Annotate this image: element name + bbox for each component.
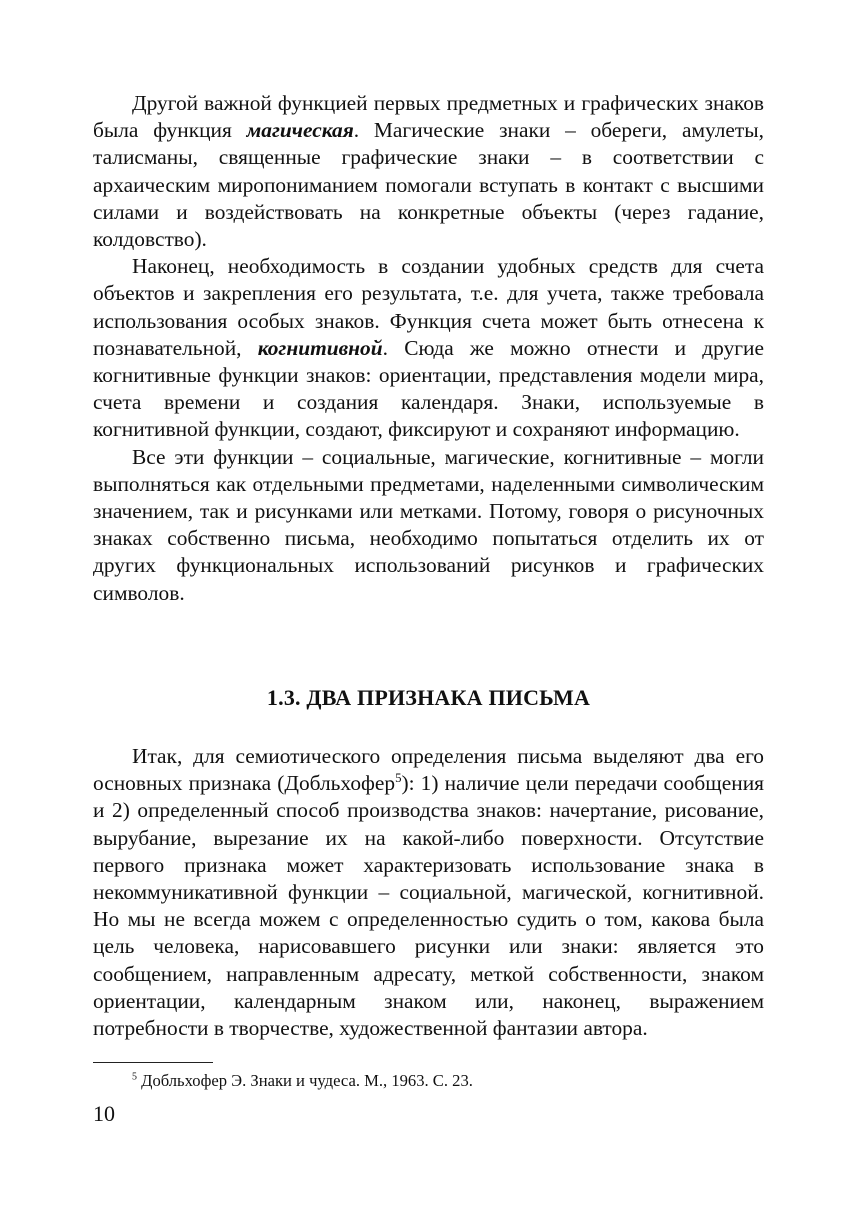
paragraph-text: . Магические знаки – обереги, амулеты, талисманы, священные графические знаки – в соответствии с архаическим миропониманием помогали вступать в контакт с высшими силами и воздействовать на конкретные объекты (через гадание, колдовство). bbox=[93, 118, 764, 252]
paragraph-functions-summary: Все эти функции – социальные, магические, когнитивные – могли выполняться как отдельными предметами, наделенными символическим значением, так и рисунками или метками. Потому, говоря о рисуночных знаках собственно письма, необходимо попытаться отделить их от других функциональных использований рисунков и графических символов. bbox=[93, 444, 764, 605]
paragraph-text: Итак, для семиотического определения письма выделяют два его основных признака (Добльхофер bbox=[93, 744, 764, 796]
page-number: 10 bbox=[93, 1101, 115, 1126]
paragraph-magic-function bbox=[93, 90, 764, 253]
footnote-reference: 5 bbox=[395, 771, 402, 786]
body-text-section bbox=[93, 743, 764, 1042]
footnote-marker: 5 bbox=[132, 1071, 137, 1083]
emphasis-kognitivnoy: когнитивной bbox=[257, 335, 383, 360]
paragraph-text: ): 1) наличие цели передачи сообщения и 2) определенный способ производства знаков: начертание, рисование, вырубание, вырезание их на какой-либо поверхности. Отсутствие первого признака может характеризовать использование знака в некоммуникативной функции – социальной, магической, когнитивной. Но мы не всегда можем с определенностью судить о том, какова была цель человека, нарисовавшего рисунки или знаки: является это сообщением, направленным адресату, меткой собственности, знаком ориентации, календарным знаком или, наконец, выражением потребности в творчестве, художественной фантазии автора. bbox=[93, 771, 764, 1041]
paragraph-two-features bbox=[93, 743, 764, 1042]
paragraph-cognitive-function bbox=[93, 253, 764, 443]
footnote-text: Добльхофер Э. Знаки и чудеса. М., 1963. С. 23. bbox=[136, 1071, 473, 1090]
paragraph-text: . Сюда же можно отнести и другие когнитивные функции знаков: ориентации, представления модели мира, счета времени и создания календаря. Знаки, используемые в когнитивной функции, создают, фиксируют и сохраняют информацию. bbox=[93, 335, 764, 442]
section-heading: 1.3. ДВА ПРИЗНАКА ПИСЬМА bbox=[266, 685, 591, 710]
body-text-top bbox=[93, 90, 764, 607]
paragraph-text: Наконец, необходимость в создании удобных средств для счета объектов и закрепления его результата, т.е. для учета, также требовала использования особых знаков. Функция счета может быть отнесена к познавательной, bbox=[93, 254, 764, 360]
paragraph-text: Другой важной функцией первых предметных и графических знаков была функция bbox=[93, 91, 764, 143]
emphasis-magicheskaya: магическая bbox=[246, 118, 354, 143]
footnote-divider bbox=[93, 1062, 213, 1063]
footnote bbox=[132, 1071, 473, 1091]
